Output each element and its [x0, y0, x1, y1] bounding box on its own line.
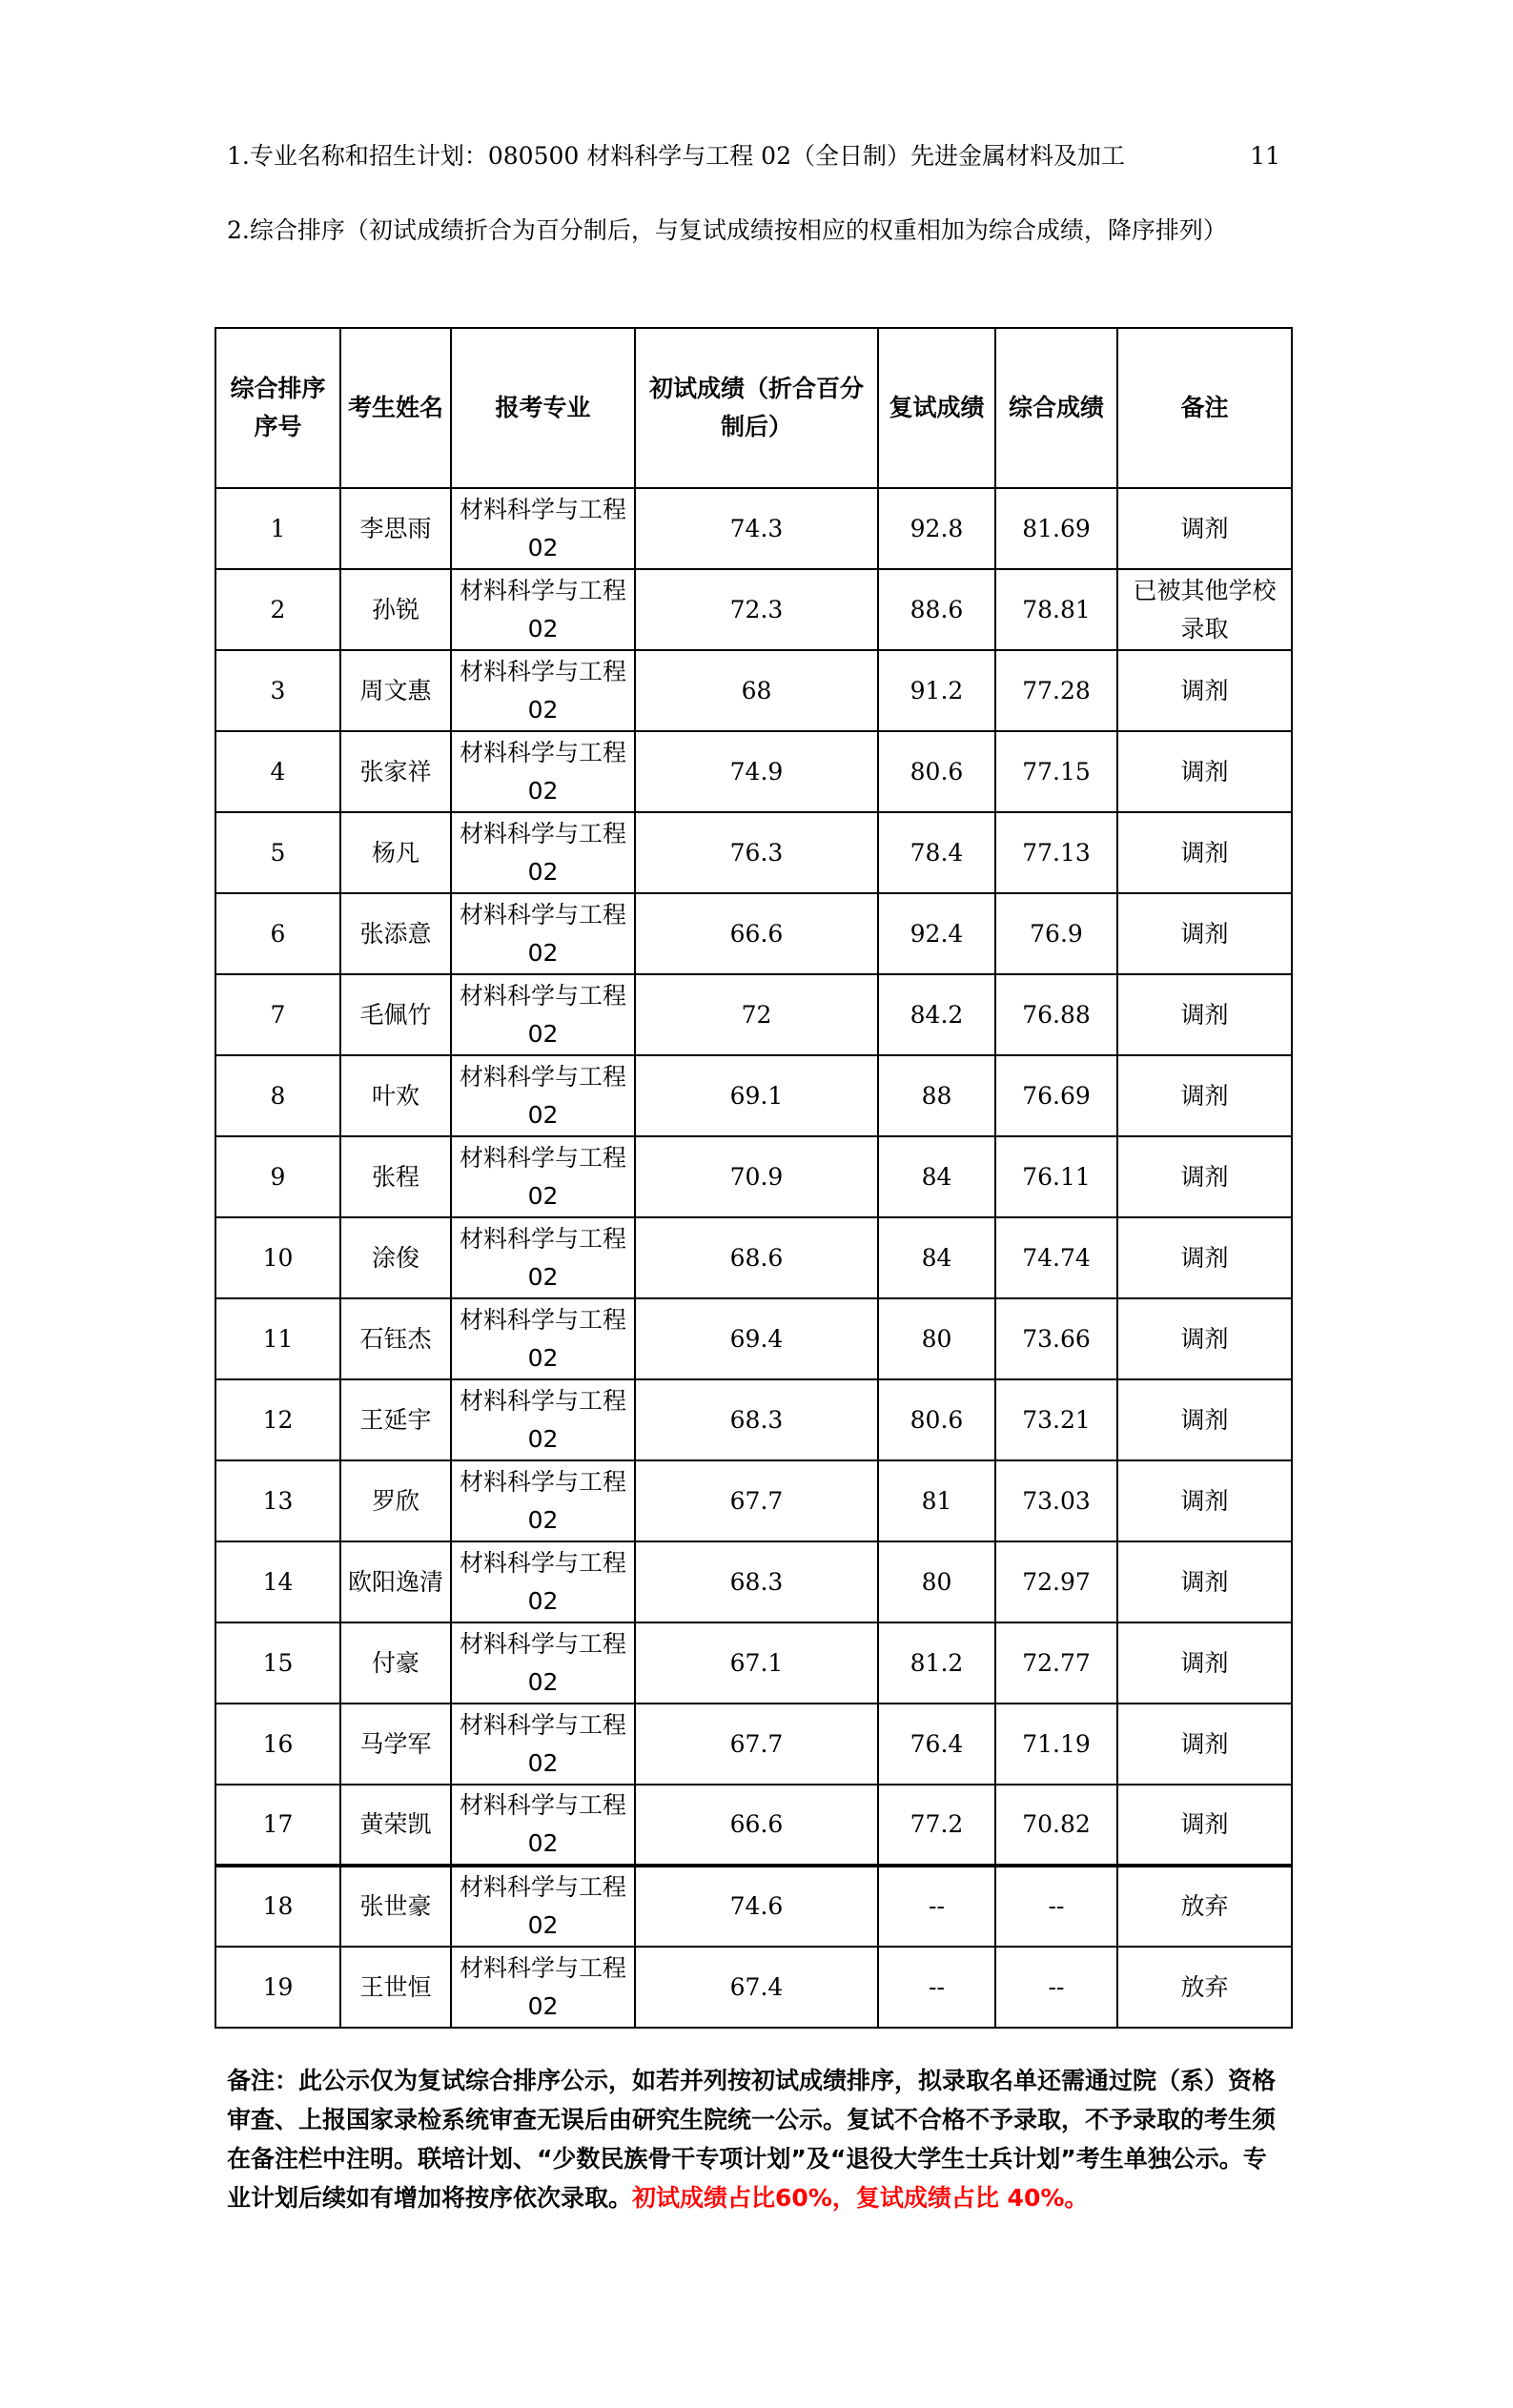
- section-1-heading: [227, 139, 1280, 173]
- table-row: [215, 569, 1292, 650]
- table-row: [215, 1298, 1292, 1379]
- cell-note: 调剂: [1117, 974, 1292, 1055]
- cell-retest-score: 80: [878, 1298, 995, 1379]
- header-total-score: 综合成绩: [995, 328, 1117, 488]
- cell-name: 毛佩竹: [340, 974, 451, 1055]
- cell-initial-score: 66.6: [635, 893, 878, 974]
- cell-major: 材料科学与工程 02: [451, 731, 635, 812]
- ranking-table: [215, 327, 1293, 2029]
- table-row: [215, 1136, 1292, 1217]
- cell-rank: 14: [215, 1541, 340, 1622]
- cell-note: 调剂: [1117, 1622, 1292, 1704]
- cell-initial-score: 70.9: [635, 1136, 878, 1217]
- cell-name: 杨凡: [340, 812, 451, 893]
- cell-initial-score: 67.7: [635, 1704, 878, 1785]
- cell-rank: 18: [215, 1866, 340, 1947]
- cell-note: 调剂: [1117, 1541, 1292, 1622]
- cell-total-score: 76.9: [995, 893, 1117, 974]
- table-row: [215, 1947, 1292, 2028]
- major-name-and-plan-text: 1.专业名称和招生计划：080500 材料科学与工程 02（全日制）先进金属材料及加工: [227, 142, 1125, 170]
- section-2-heading: 2.综合排序（初试成绩折合为百分制后，与复试成绩按相应的权重相加为综合成绩，降序排列）: [227, 216, 1227, 244]
- cell-name: 张家祥: [340, 731, 451, 812]
- cell-major: 材料科学与工程 02: [451, 812, 635, 893]
- cell-note: 调剂: [1117, 1460, 1292, 1541]
- cell-note: 已被其他学校录取: [1117, 569, 1292, 650]
- cell-major: 材料科学与工程 02: [451, 974, 635, 1055]
- header-name: 考生姓名: [340, 328, 451, 488]
- cell-major: 材料科学与工程 02: [451, 1704, 635, 1785]
- cell-initial-score: 74.6: [635, 1866, 878, 1947]
- table-row: [215, 1541, 1292, 1622]
- cell-retest-score: 84.2: [878, 974, 995, 1055]
- cell-name: 欧阳逸清: [340, 1541, 451, 1622]
- cell-name: 叶欢: [340, 1055, 451, 1136]
- table-row: [215, 1055, 1292, 1136]
- table-row: [215, 1866, 1292, 1947]
- cell-name: 石钰杰: [340, 1298, 451, 1379]
- cell-total-score: 77.13: [995, 812, 1117, 893]
- header-initial-score: 初试成绩（折合百分制后）: [635, 328, 878, 488]
- cell-name: 李思雨: [340, 488, 451, 569]
- cell-total-score: 71.19: [995, 1704, 1117, 1785]
- cell-retest-score: 77.2: [878, 1785, 995, 1866]
- cell-initial-score: 67.7: [635, 1460, 878, 1541]
- cell-retest-score: 92.8: [878, 488, 995, 569]
- cell-rank: 5: [215, 812, 340, 893]
- cell-major: 材料科学与工程 02: [451, 1541, 635, 1622]
- cell-note: 放弃: [1117, 1866, 1292, 1947]
- cell-retest-score: 88: [878, 1055, 995, 1136]
- cell-retest-score: --: [878, 1866, 995, 1947]
- cell-name: 王世恒: [340, 1947, 451, 2028]
- cell-retest-score: 81.2: [878, 1622, 995, 1704]
- cell-rank: 16: [215, 1704, 340, 1785]
- footnote: [227, 2061, 1280, 2217]
- cell-retest-score: 91.2: [878, 650, 995, 731]
- table-row: [215, 1704, 1292, 1785]
- cell-retest-score: 92.4: [878, 893, 995, 974]
- cell-initial-score: 69.4: [635, 1298, 878, 1379]
- cell-total-score: 76.69: [995, 1055, 1117, 1136]
- cell-initial-score: 67.1: [635, 1622, 878, 1704]
- cell-name: 黄荣凯: [340, 1785, 451, 1866]
- table-header-row: [215, 328, 1292, 488]
- table-row: [215, 488, 1292, 569]
- cell-name: 张添意: [340, 893, 451, 974]
- cell-major: 材料科学与工程 02: [451, 650, 635, 731]
- cell-name: 涂俊: [340, 1217, 451, 1298]
- cell-rank: 9: [215, 1136, 340, 1217]
- cell-retest-score: 84: [878, 1217, 995, 1298]
- cell-note: 调剂: [1117, 1055, 1292, 1136]
- cell-rank: 17: [215, 1785, 340, 1866]
- cell-note: 调剂: [1117, 488, 1292, 569]
- header-note: 备注: [1117, 328, 1292, 488]
- cell-note: 调剂: [1117, 1704, 1292, 1785]
- cell-total-score: 81.69: [995, 488, 1117, 569]
- table-row: [215, 812, 1292, 893]
- cell-major: 材料科学与工程 02: [451, 1460, 635, 1541]
- enrollment-plan-count: 11: [1250, 142, 1280, 170]
- cell-name: 付豪: [340, 1622, 451, 1704]
- cell-total-score: 73.03: [995, 1460, 1117, 1541]
- cell-name: 罗欣: [340, 1460, 451, 1541]
- cell-major: 材料科学与工程 02: [451, 569, 635, 650]
- cell-note: 调剂: [1117, 1136, 1292, 1217]
- table-row: [215, 974, 1292, 1055]
- cell-total-score: 76.11: [995, 1136, 1117, 1217]
- cell-retest-score: 80.6: [878, 1379, 995, 1460]
- cell-note: 调剂: [1117, 893, 1292, 974]
- cell-retest-score: 80: [878, 1541, 995, 1622]
- header-major: 报考专业: [451, 328, 635, 488]
- cell-note: 调剂: [1117, 1298, 1292, 1379]
- cell-total-score: 72.77: [995, 1622, 1117, 1704]
- cell-note: 调剂: [1117, 650, 1292, 731]
- cell-major: 材料科学与工程 02: [451, 1947, 635, 2028]
- cell-major: 材料科学与工程 02: [451, 1379, 635, 1460]
- cell-total-score: 76.88: [995, 974, 1117, 1055]
- cell-rank: 15: [215, 1622, 340, 1704]
- cell-note: 调剂: [1117, 731, 1292, 812]
- cell-initial-score: 66.6: [635, 1785, 878, 1866]
- cell-total-score: --: [995, 1947, 1117, 2028]
- cell-major: 材料科学与工程 02: [451, 1298, 635, 1379]
- table-row: [215, 1785, 1292, 1866]
- cell-initial-score: 74.3: [635, 488, 878, 569]
- cell-rank: 12: [215, 1379, 340, 1460]
- cell-initial-score: 72.3: [635, 569, 878, 650]
- header-rank: 综合排序序号: [215, 328, 340, 488]
- table-row: [215, 1460, 1292, 1541]
- cell-note: 调剂: [1117, 812, 1292, 893]
- cell-major: 材料科学与工程 02: [451, 893, 635, 974]
- cell-total-score: 70.82: [995, 1785, 1117, 1866]
- cell-retest-score: 80.6: [878, 731, 995, 812]
- cell-initial-score: 68.3: [635, 1541, 878, 1622]
- cell-retest-score: --: [878, 1947, 995, 2028]
- cell-rank: 8: [215, 1055, 340, 1136]
- cell-retest-score: 88.6: [878, 569, 995, 650]
- cell-initial-score: 76.3: [635, 812, 878, 893]
- cell-initial-score: 72: [635, 974, 878, 1055]
- cell-major: 材料科学与工程 02: [451, 1785, 635, 1866]
- cell-initial-score: 68.3: [635, 1379, 878, 1460]
- cell-name: 王延宇: [340, 1379, 451, 1460]
- cell-rank: 4: [215, 731, 340, 812]
- cell-rank: 11: [215, 1298, 340, 1379]
- cell-name: 马学军: [340, 1704, 451, 1785]
- cell-total-score: 73.21: [995, 1379, 1117, 1460]
- footnote-weight-text: 初试成绩占比60%，复试成绩占比 40%。: [632, 2184, 1089, 2212]
- cell-retest-score: 84: [878, 1136, 995, 1217]
- cell-major: 材料科学与工程 02: [451, 488, 635, 569]
- cell-name: 张世豪: [340, 1866, 451, 1947]
- cell-initial-score: 67.4: [635, 1947, 878, 2028]
- cell-major: 材料科学与工程 02: [451, 1136, 635, 1217]
- cell-initial-score: 74.9: [635, 731, 878, 812]
- cell-major: 材料科学与工程 02: [451, 1217, 635, 1298]
- cell-total-score: 72.97: [995, 1541, 1117, 1622]
- cell-major: 材料科学与工程 02: [451, 1622, 635, 1704]
- cell-total-score: 73.66: [995, 1298, 1117, 1379]
- cell-note: 调剂: [1117, 1785, 1292, 1866]
- table-row: [215, 893, 1292, 974]
- cell-rank: 10: [215, 1217, 340, 1298]
- table-row: [215, 650, 1292, 731]
- cell-retest-score: 76.4: [878, 1704, 995, 1785]
- cell-retest-score: 81: [878, 1460, 995, 1541]
- cell-total-score: --: [995, 1866, 1117, 1947]
- cell-name: 张程: [340, 1136, 451, 1217]
- cell-name: 周文惠: [340, 650, 451, 731]
- cell-name: 孙锐: [340, 569, 451, 650]
- cell-note: 放弃: [1117, 1947, 1292, 2028]
- cell-retest-score: 78.4: [878, 812, 995, 893]
- cell-rank: 19: [215, 1947, 340, 2028]
- cell-major: 材料科学与工程 02: [451, 1055, 635, 1136]
- table-row: [215, 1622, 1292, 1704]
- cell-rank: 2: [215, 569, 340, 650]
- cell-total-score: 78.81: [995, 569, 1117, 650]
- header-retest-score: 复试成绩: [878, 328, 995, 488]
- cell-initial-score: 68: [635, 650, 878, 731]
- cell-rank: 3: [215, 650, 340, 731]
- cell-rank: 13: [215, 1460, 340, 1541]
- cell-rank: 7: [215, 974, 340, 1055]
- cell-total-score: 77.28: [995, 650, 1117, 731]
- cell-rank: 6: [215, 893, 340, 974]
- cell-rank: 1: [215, 488, 340, 569]
- cell-major: 材料科学与工程 02: [451, 1866, 635, 1947]
- cell-initial-score: 69.1: [635, 1055, 878, 1136]
- cell-initial-score: 68.6: [635, 1217, 878, 1298]
- cell-total-score: 74.74: [995, 1217, 1117, 1298]
- footnote-text: 备注：此公示仅为复试综合排序公示，如若并列按初试成绩排序，拟录取名单还需通过院（系）资格审查、上报国家录检系统审查无误后由研究生院统一公示。复试不合格不予录取，不予录取的考生须在备注栏中注明。联培计划、“少数民族骨干专项计划”及“退役大学生士兵计划”考生单独公示。专业计划后续如有增加将按序依次录取。: [227, 2067, 1277, 2212]
- table-row: [215, 1217, 1292, 1298]
- cell-note: 调剂: [1117, 1217, 1292, 1298]
- table-row: [215, 731, 1292, 812]
- table-row: [215, 1379, 1292, 1460]
- cell-note: 调剂: [1117, 1379, 1292, 1460]
- cell-total-score: 77.15: [995, 731, 1117, 812]
